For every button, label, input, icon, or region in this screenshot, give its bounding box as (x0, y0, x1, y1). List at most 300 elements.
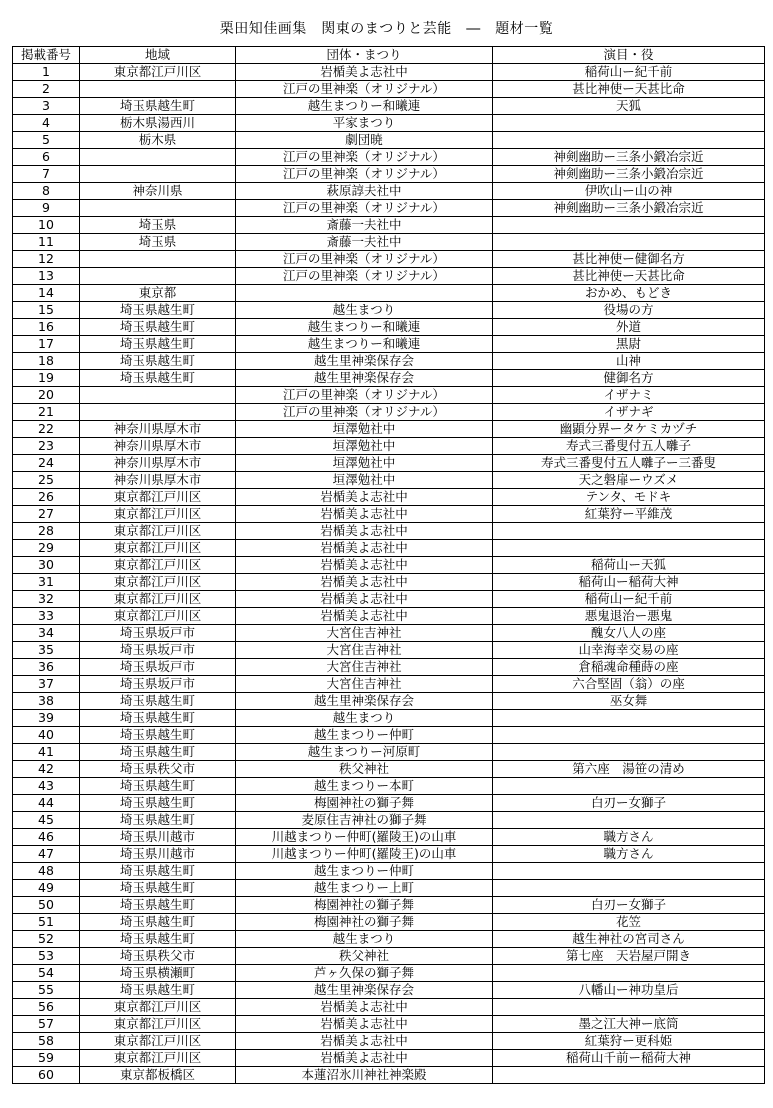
number-cell: 56 (13, 999, 80, 1016)
table-row (13, 421, 765, 438)
table-row (13, 353, 765, 370)
number-cell: 8 (13, 183, 80, 200)
number-cell: 53 (13, 948, 80, 965)
number-cell: 45 (13, 812, 80, 829)
region-cell: 神奈川県厚木市 (80, 472, 236, 489)
program-cell: 第七座 天岩屋戸開き (493, 948, 765, 965)
region-cell: 神奈川県厚木市 (80, 438, 236, 455)
region-cell: 埼玉県越生町 (80, 982, 236, 999)
program-cell (493, 523, 765, 540)
program-cell (493, 540, 765, 557)
program-cell: 紅葉狩ー平維茂 (493, 506, 765, 523)
table-row (13, 608, 765, 625)
region-cell: 埼玉県秩父市 (80, 761, 236, 778)
table-row (13, 132, 765, 149)
program-cell: 第六座 湯笹の清め (493, 761, 765, 778)
number-cell: 31 (13, 574, 80, 591)
program-cell: 天之磐扉ーウズメ (493, 472, 765, 489)
table-row (13, 98, 765, 115)
program-cell (493, 217, 765, 234)
program-cell: 花笠 (493, 914, 765, 931)
table-row (13, 846, 765, 863)
region-cell (80, 149, 236, 166)
number-cell: 50 (13, 897, 80, 914)
region-cell (80, 268, 236, 285)
group-cell: 川越まつりー仲町(羅陵王)の山車 (236, 829, 493, 846)
region-cell: 埼玉県横瀬町 (80, 965, 236, 982)
number-cell: 43 (13, 778, 80, 795)
table-row (13, 574, 765, 591)
group-cell: 岩楯美よ志社中 (236, 557, 493, 574)
number-cell: 37 (13, 676, 80, 693)
program-cell: 白刃ー女獅子 (493, 795, 765, 812)
program-cell: 甚比神使ー天甚比命 (493, 81, 765, 98)
group-cell: 岩楯美よ志社中 (236, 1033, 493, 1050)
program-cell (493, 999, 765, 1016)
table-row (13, 149, 765, 166)
number-cell: 18 (13, 353, 80, 370)
number-cell: 58 (13, 1033, 80, 1050)
table-row (13, 591, 765, 608)
group-cell: 越生まつり (236, 710, 493, 727)
region-cell (80, 251, 236, 268)
program-cell: 巫女舞 (493, 693, 765, 710)
program-cell: 越生神社の宮司さん (493, 931, 765, 948)
program-cell: 稲荷山ー稲荷大神 (493, 574, 765, 591)
group-cell: 岩楯美よ志社中 (236, 523, 493, 540)
group-cell: 江戸の里神楽（オリジナル） (236, 387, 493, 404)
program-cell: 醜女八人の座 (493, 625, 765, 642)
program-cell: 山幸海幸交易の座 (493, 642, 765, 659)
table-row (13, 183, 765, 200)
group-cell: 斎藤一夫社中 (236, 234, 493, 251)
group-cell: 岩楯美よ志社中 (236, 999, 493, 1016)
region-cell: 埼玉県越生町 (80, 336, 236, 353)
table-row (13, 251, 765, 268)
table-row (13, 948, 765, 965)
region-cell: 埼玉県坂戸市 (80, 642, 236, 659)
number-cell: 33 (13, 608, 80, 625)
table-row (13, 778, 765, 795)
region-cell: 神奈川県厚木市 (80, 455, 236, 472)
region-cell: 東京都江戸川区 (80, 489, 236, 506)
number-cell: 32 (13, 591, 80, 608)
table-row (13, 302, 765, 319)
program-cell (493, 812, 765, 829)
table-row (13, 965, 765, 982)
region-cell: 東京都江戸川区 (80, 608, 236, 625)
table-row (13, 438, 765, 455)
group-cell: 大宮住吉神社 (236, 625, 493, 642)
group-cell: 梅園神社の獅子舞 (236, 897, 493, 914)
program-cell: 稲荷山千前ー稲荷大神 (493, 1050, 765, 1067)
number-cell: 25 (13, 472, 80, 489)
table-row (13, 914, 765, 931)
number-cell: 1 (13, 64, 80, 81)
program-cell: 寿式三番叟付五人囃子 (493, 438, 765, 455)
region-cell: 東京都江戸川区 (80, 557, 236, 574)
region-cell: 東京都板橋区 (80, 1067, 236, 1084)
region-cell: 埼玉県川越市 (80, 846, 236, 863)
number-cell: 9 (13, 200, 80, 217)
group-cell: 斎藤一夫社中 (236, 217, 493, 234)
region-cell: 東京都江戸川区 (80, 1016, 236, 1033)
program-cell: 稲荷山ー紀千前 (493, 64, 765, 81)
group-cell: 大宮住吉神社 (236, 659, 493, 676)
program-cell: 幽顕分界ータケミカヅチ (493, 421, 765, 438)
program-cell: 寿式三番叟付五人囃子ー三番叟 (493, 455, 765, 472)
table-row (13, 268, 765, 285)
number-cell: 13 (13, 268, 80, 285)
number-cell: 19 (13, 370, 80, 387)
program-cell (493, 863, 765, 880)
number-cell: 2 (13, 81, 80, 98)
program-cell: 稲荷山ー紀千前 (493, 591, 765, 608)
program-cell: 黒尉 (493, 336, 765, 353)
table-row (13, 1033, 765, 1050)
group-cell: 岩楯美よ志社中 (236, 489, 493, 506)
region-cell: 埼玉県越生町 (80, 370, 236, 387)
region-cell: 埼玉県越生町 (80, 98, 236, 115)
group-cell: 岩楯美よ志社中 (236, 574, 493, 591)
region-cell (80, 200, 236, 217)
table-row (13, 285, 765, 302)
table-row (13, 1016, 765, 1033)
group-cell: 垣澤勉社中 (236, 455, 493, 472)
region-cell: 東京都 (80, 285, 236, 302)
group-cell: 梅園神社の獅子舞 (236, 914, 493, 931)
number-cell: 11 (13, 234, 80, 251)
region-cell: 埼玉県越生町 (80, 812, 236, 829)
number-cell: 54 (13, 965, 80, 982)
group-cell: 垣澤勉社中 (236, 472, 493, 489)
group-cell: 越生里神楽保存会 (236, 982, 493, 999)
group-cell: 江戸の里神楽（オリジナル） (236, 149, 493, 166)
number-cell: 17 (13, 336, 80, 353)
number-cell: 5 (13, 132, 80, 149)
program-cell: 神剣幽助ー三条小鍛冶宗近 (493, 166, 765, 183)
region-cell: 埼玉県 (80, 217, 236, 234)
region-cell: 埼玉県越生町 (80, 727, 236, 744)
region-cell: 埼玉県越生町 (80, 931, 236, 948)
program-cell: 神剣幽助ー三条小鍛冶宗近 (493, 149, 765, 166)
region-cell: 埼玉県越生町 (80, 863, 236, 880)
region-cell: 埼玉県越生町 (80, 778, 236, 795)
number-cell: 23 (13, 438, 80, 455)
region-cell: 埼玉県越生町 (80, 710, 236, 727)
number-cell: 10 (13, 217, 80, 234)
number-cell: 59 (13, 1050, 80, 1067)
region-cell: 埼玉県越生町 (80, 795, 236, 812)
header-group: 団体・まつり (236, 47, 493, 64)
table-row (13, 642, 765, 659)
table-row (13, 625, 765, 642)
group-cell: 岩楯美よ志社中 (236, 540, 493, 557)
table-header-row (13, 47, 765, 64)
region-cell (80, 404, 236, 421)
number-cell: 12 (13, 251, 80, 268)
program-cell: 倉稲魂命種蒔の座 (493, 659, 765, 676)
program-cell (493, 115, 765, 132)
number-cell: 40 (13, 727, 80, 744)
program-cell (493, 710, 765, 727)
group-cell: 越生里神楽保存会 (236, 693, 493, 710)
table-row (13, 795, 765, 812)
group-cell: 江戸の里神楽（オリジナル） (236, 81, 493, 98)
document-title: 栗田知佳画集 関東のまつりと芸能 ― 題材一覧 (219, 21, 554, 37)
program-cell: 山神 (493, 353, 765, 370)
table-row (13, 404, 765, 421)
program-cell: 甚比神使ー健御名方 (493, 251, 765, 268)
table-row (13, 863, 765, 880)
region-cell: 埼玉県坂戸市 (80, 676, 236, 693)
group-cell: 江戸の里神楽（オリジナル） (236, 200, 493, 217)
table-row (13, 217, 765, 234)
program-cell: イザナギ (493, 404, 765, 421)
number-cell: 51 (13, 914, 80, 931)
table-row (13, 64, 765, 81)
region-cell: 埼玉県秩父市 (80, 948, 236, 965)
number-cell: 46 (13, 829, 80, 846)
region-cell: 栃木県 (80, 132, 236, 149)
number-cell: 30 (13, 557, 80, 574)
group-cell: 越生まつりー本町 (236, 778, 493, 795)
program-cell: イザナミ (493, 387, 765, 404)
program-cell: 甚比神使ー天甚比命 (493, 268, 765, 285)
table-row (13, 744, 765, 761)
region-cell: 東京都江戸川区 (80, 999, 236, 1016)
table-row (13, 812, 765, 829)
program-cell: 健御名方 (493, 370, 765, 387)
program-cell (493, 778, 765, 795)
number-cell: 7 (13, 166, 80, 183)
number-cell: 52 (13, 931, 80, 948)
header-region: 地域 (80, 47, 236, 64)
number-cell: 4 (13, 115, 80, 132)
table-row (13, 506, 765, 523)
program-cell: テンタ、モドキ (493, 489, 765, 506)
number-cell: 15 (13, 302, 80, 319)
number-cell: 27 (13, 506, 80, 523)
group-cell: 岩楯美よ志社中 (236, 64, 493, 81)
number-cell: 24 (13, 455, 80, 472)
table-row (13, 115, 765, 132)
region-cell: 東京都江戸川区 (80, 574, 236, 591)
group-cell: 越生まつり (236, 931, 493, 948)
program-cell (493, 132, 765, 149)
number-cell: 38 (13, 693, 80, 710)
program-cell: 白刃ー女獅子 (493, 897, 765, 914)
table-row (13, 455, 765, 472)
program-cell: 天狐 (493, 98, 765, 115)
region-cell: 埼玉県越生町 (80, 693, 236, 710)
table-row (13, 897, 765, 914)
region-cell: 埼玉県越生町 (80, 744, 236, 761)
number-cell: 48 (13, 863, 80, 880)
program-cell (493, 1067, 765, 1084)
group-cell: 大宮住吉神社 (236, 642, 493, 659)
number-cell: 49 (13, 880, 80, 897)
group-cell: 越生里神楽保存会 (236, 353, 493, 370)
program-cell: 伊吹山ー山の神 (493, 183, 765, 200)
program-cell: おかめ、もどき (493, 285, 765, 302)
table-row (13, 489, 765, 506)
table-row (13, 1067, 765, 1084)
region-cell: 埼玉県川越市 (80, 829, 236, 846)
group-cell: 秩父神社 (236, 761, 493, 778)
number-cell: 20 (13, 387, 80, 404)
group-cell: 岩楯美よ志社中 (236, 608, 493, 625)
group-cell: 垣澤勉社中 (236, 438, 493, 455)
program-cell (493, 880, 765, 897)
group-cell: 劇団暁 (236, 132, 493, 149)
program-cell: 職方さん (493, 846, 765, 863)
region-cell: 東京都江戸川区 (80, 506, 236, 523)
program-cell: 悪鬼退治ー悪鬼 (493, 608, 765, 625)
group-cell: 越生まつりー和曦連 (236, 319, 493, 336)
group-cell: 秩父神社 (236, 948, 493, 965)
program-cell: 職方さん (493, 829, 765, 846)
group-cell: 岩楯美よ志社中 (236, 506, 493, 523)
group-cell: 越生まつりー仲町 (236, 727, 493, 744)
table-row (13, 931, 765, 948)
number-cell: 55 (13, 982, 80, 999)
group-cell: 大宮住吉神社 (236, 676, 493, 693)
number-cell: 3 (13, 98, 80, 115)
number-cell: 57 (13, 1016, 80, 1033)
program-cell: 八幡山ー神功皇后 (493, 982, 765, 999)
table-row (13, 999, 765, 1016)
group-cell: 垣澤勉社中 (236, 421, 493, 438)
number-cell: 39 (13, 710, 80, 727)
group-cell: 越生まつりー河原町 (236, 744, 493, 761)
program-cell (493, 727, 765, 744)
region-cell: 東京都江戸川区 (80, 64, 236, 81)
group-cell: 梅園神社の獅子舞 (236, 795, 493, 812)
table-row (13, 761, 765, 778)
region-cell: 埼玉県坂戸市 (80, 659, 236, 676)
table-row (13, 880, 765, 897)
region-cell: 埼玉県坂戸市 (80, 625, 236, 642)
number-cell: 14 (13, 285, 80, 302)
region-cell: 東京都江戸川区 (80, 1033, 236, 1050)
program-cell (493, 965, 765, 982)
number-cell: 28 (13, 523, 80, 540)
group-cell: 越生まつりー上町 (236, 880, 493, 897)
table-row (13, 387, 765, 404)
number-cell: 26 (13, 489, 80, 506)
group-cell: 平家まつり (236, 115, 493, 132)
region-cell (80, 166, 236, 183)
number-cell: 21 (13, 404, 80, 421)
group-cell: 越生まつりー和曦連 (236, 98, 493, 115)
region-cell: 神奈川県 (80, 183, 236, 200)
group-cell: 岩楯美よ志社中 (236, 591, 493, 608)
number-cell: 44 (13, 795, 80, 812)
region-cell: 栃木県湯西川 (80, 115, 236, 132)
table-row (13, 234, 765, 251)
region-cell: 埼玉県越生町 (80, 353, 236, 370)
group-cell: 川越まつりー仲町(羅陵王)の山車 (236, 846, 493, 863)
subject-table (12, 46, 765, 1084)
number-cell: 42 (13, 761, 80, 778)
table-row (13, 1050, 765, 1067)
number-cell: 35 (13, 642, 80, 659)
table-row (13, 472, 765, 489)
number-cell: 47 (13, 846, 80, 863)
group-cell: 麦原住吉神社の獅子舞 (236, 812, 493, 829)
table-row (13, 829, 765, 846)
program-cell: 役場の方 (493, 302, 765, 319)
header-number: 掲載番号 (13, 47, 80, 64)
table-row (13, 200, 765, 217)
group-cell: 越生まつりー和曦連 (236, 336, 493, 353)
header-program: 演目・役 (493, 47, 765, 64)
number-cell: 22 (13, 421, 80, 438)
number-cell: 16 (13, 319, 80, 336)
region-cell: 埼玉県越生町 (80, 319, 236, 336)
group-cell: 江戸の里神楽（オリジナル） (236, 166, 493, 183)
group-cell (236, 285, 493, 302)
program-cell: 外道 (493, 319, 765, 336)
number-cell: 41 (13, 744, 80, 761)
table-row (13, 693, 765, 710)
group-cell: 本蓮沼氷川神社神楽殿 (236, 1067, 493, 1084)
region-cell: 埼玉県越生町 (80, 880, 236, 897)
number-cell: 36 (13, 659, 80, 676)
program-cell: 六合堅固（翁）の座 (493, 676, 765, 693)
region-cell: 神奈川県厚木市 (80, 421, 236, 438)
number-cell: 29 (13, 540, 80, 557)
table-row (13, 727, 765, 744)
program-cell: 稲荷山ー天狐 (493, 557, 765, 574)
region-cell: 埼玉県越生町 (80, 302, 236, 319)
group-cell: 越生まつり (236, 302, 493, 319)
region-cell: 東京都江戸川区 (80, 540, 236, 557)
group-cell: 越生まつりー仲町 (236, 863, 493, 880)
table-row (13, 659, 765, 676)
number-cell: 34 (13, 625, 80, 642)
table-row (13, 557, 765, 574)
program-cell: 神剣幽助ー三条小鍛冶宗近 (493, 200, 765, 217)
table-row (13, 336, 765, 353)
table-row (13, 710, 765, 727)
group-cell: 岩楯美よ志社中 (236, 1016, 493, 1033)
table-row (13, 540, 765, 557)
group-cell: 岩楯美よ志社中 (236, 1050, 493, 1067)
program-cell (493, 744, 765, 761)
table-row (13, 370, 765, 387)
region-cell (80, 387, 236, 404)
region-cell (80, 81, 236, 98)
table-row (13, 676, 765, 693)
table-row (13, 81, 765, 98)
program-cell: 墨之江大神ー底筒 (493, 1016, 765, 1033)
program-cell (493, 234, 765, 251)
region-cell: 東京都江戸川区 (80, 523, 236, 540)
region-cell: 埼玉県越生町 (80, 914, 236, 931)
region-cell: 埼玉県 (80, 234, 236, 251)
region-cell: 東京都江戸川区 (80, 591, 236, 608)
table-row (13, 982, 765, 999)
group-cell: 江戸の里神楽（オリジナル） (236, 404, 493, 421)
number-cell: 60 (13, 1067, 80, 1084)
table-row (13, 319, 765, 336)
group-cell: 越生里神楽保存会 (236, 370, 493, 387)
program-cell: 紅葉狩ー更科姫 (493, 1033, 765, 1050)
number-cell: 6 (13, 149, 80, 166)
region-cell: 埼玉県越生町 (80, 897, 236, 914)
